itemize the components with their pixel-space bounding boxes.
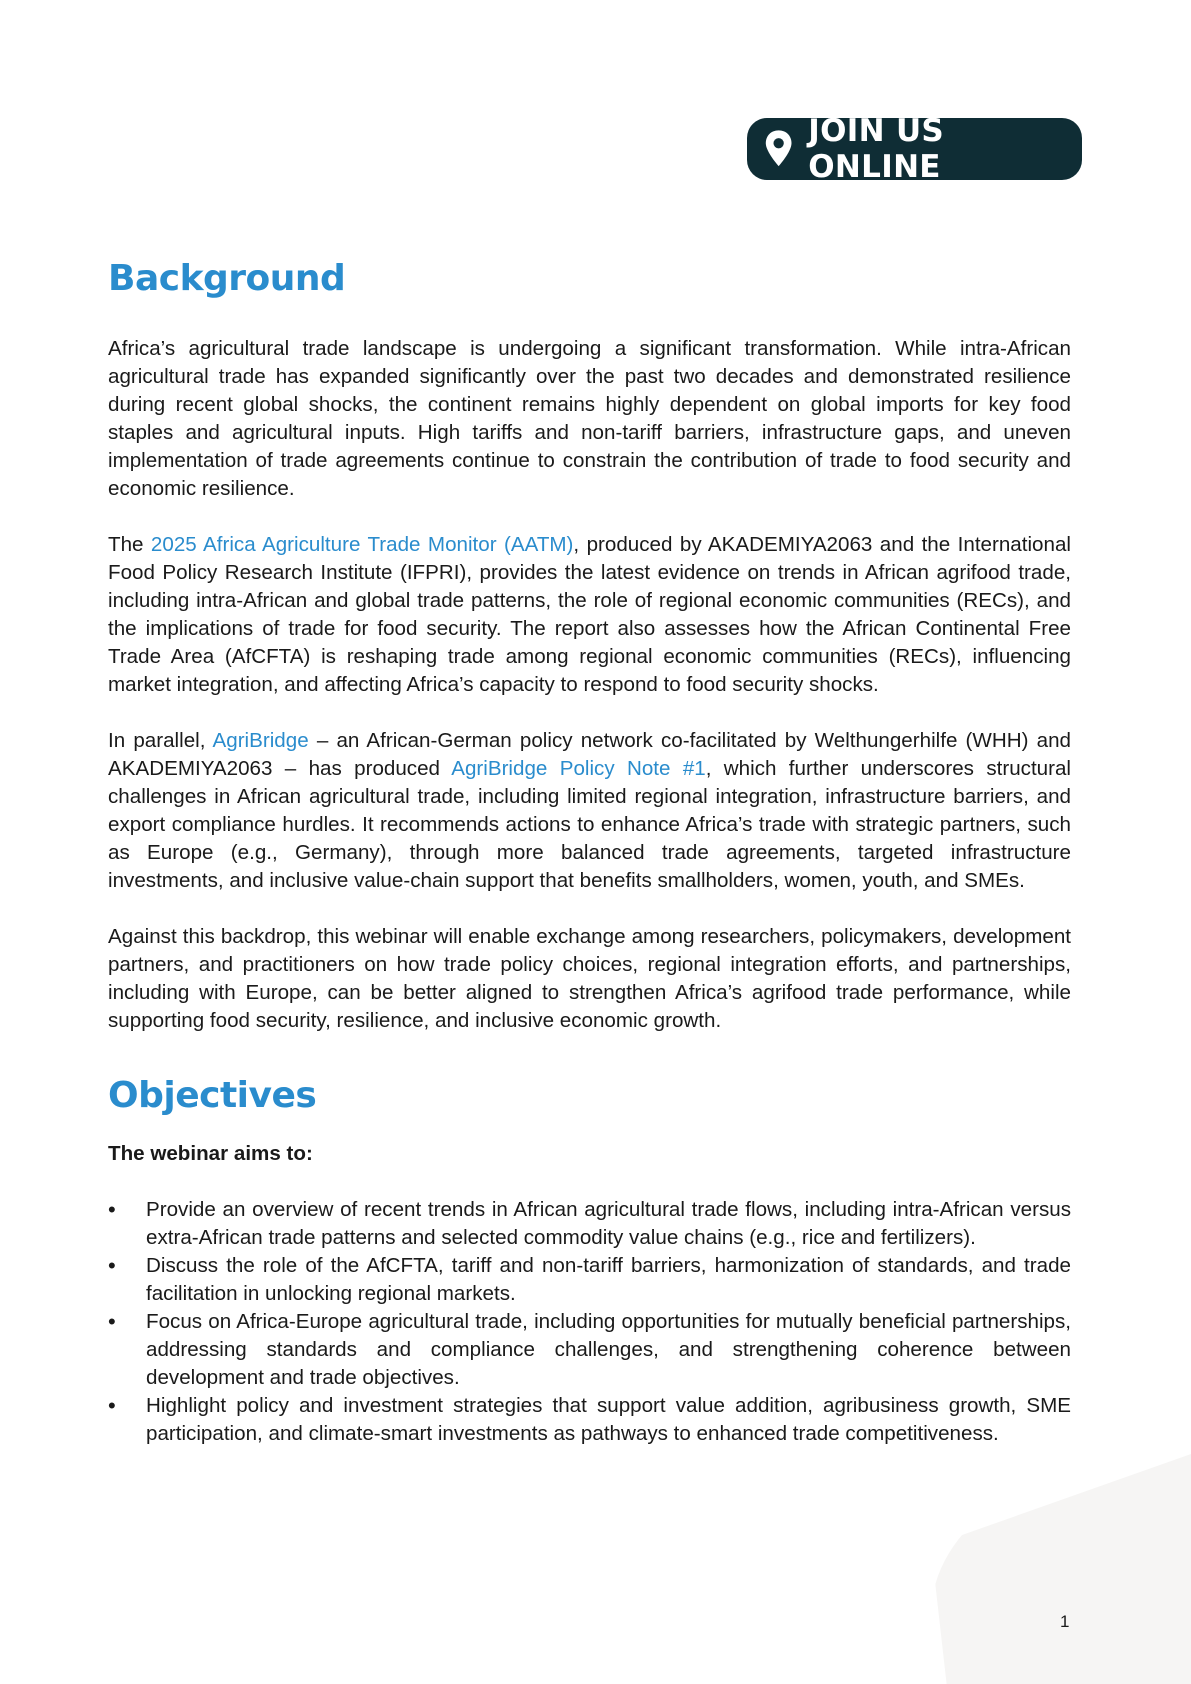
objective-item: • Provide an overview of recent trends in African agricultural trade flows, including intra-African versus extra-African trade patterns and selected commodity value chains (e.g., rice and fertilizers).: [108, 1196, 1071, 1252]
objectives-list: [108, 1196, 1071, 1448]
objective-item: • Focus on Africa-Europe agricultural trade, including opportunities for mutually beneficial partnerships, addressing standards and compliance challenges, and strengthening coherence between development and trade objectives.: [108, 1308, 1071, 1392]
background-paragraph-1: Africa’s agricultural trade landscape is undergoing a significant transformation. While intra-African agricultural trade has expanded significantly over the past two decades and demonstrated resilience during recent global shocks, the continent remains highly dependent on global imports for key food staples and agricultural inputs. High tariffs and non-tariff barriers, infrastructure gaps, and uneven implementation of trade agreements continue to constrain the contribution of trade to food security and economic resilience.: [108, 337, 1071, 500]
location-pin-icon: [761, 129, 796, 169]
join-us-online-button[interactable]: [747, 113, 1082, 185]
background-heading: Background: [108, 258, 346, 299]
p2-text-after: , produced by AKADEMIYA2063 and the International Food Policy Research Institute (IFPRI), provides the latest evidence on trends in African agrifood trade, including intra-African and global trade patterns, the role of regional economic communities (RECs), and the implications of trade for food security. The report also assesses how the African Continental Free Trade Area (AfCFTA) is reshaping trade among regional economic communities (RECs), influencing market integration, and affecting Africa’s capacity to respond to food security shocks.: [108, 533, 1071, 696]
aatm-report-link[interactable]: 2025 Africa Agriculture Trade Monitor (AATM): [150, 533, 574, 556]
p3-text-before: In parallel,: [108, 729, 213, 752]
background-paragraph-2: [108, 531, 1071, 699]
join-us-online-label: JOIN US ONLINE: [808, 113, 945, 185]
background-paragraph-4: Against this backdrop, this webinar will enable exchange among researchers, policymakers, development partners, and practitioners on how trade policy choices, regional integration efforts, and partnerships, including with Europe, can be better aligned to strengthen Africa’s agrifood trade performance, while supporting food security, resilience, and inclusive economic growth.: [108, 925, 1071, 1032]
page-number: 1: [1060, 1612, 1070, 1631]
agribridge-link[interactable]: AgriBridge: [212, 729, 309, 752]
document-body: [108, 258, 1071, 1448]
background-paragraph-3: [108, 727, 1071, 895]
p3-text-middle: – an African-German policy network co-facilitated by Welthungerhilfe (WHH) and AKADEMIYA2063 – has produced: [108, 729, 1071, 780]
objectives-heading: Objectives: [108, 1075, 317, 1116]
decorative-corner-shape: [931, 1454, 1191, 1684]
p2-text-before: The: [108, 533, 151, 556]
objectives-intro: The webinar aims to:: [108, 1142, 313, 1165]
agribridge-policy-note-link[interactable]: AgriBridge Policy Note #1: [451, 757, 706, 780]
objective-item: • Discuss the role of the AfCFTA, tariff and non-tariff barriers, harmonization of standards, and trade facilitation in unlocking regional markets.: [108, 1252, 1071, 1308]
p3-text-after: , which further underscores structural challenges in African agricultural trade, including limited regional integration, infrastructure barriers, and export compliance hurdles. It recommends actions to enhance Africa’s trade with strategic partners, such as Europe (e.g., Germany), through more balanced trade agreements, targeted infrastructure investments, and inclusive value-chain support that benefits smallholders, women, youth, and SMEs.: [108, 757, 1072, 892]
objective-item: • Highlight policy and investment strategies that support value addition, agribusiness growth, SME participation, and climate-smart investments as pathways to enhanced trade competitiveness.: [108, 1392, 1071, 1448]
